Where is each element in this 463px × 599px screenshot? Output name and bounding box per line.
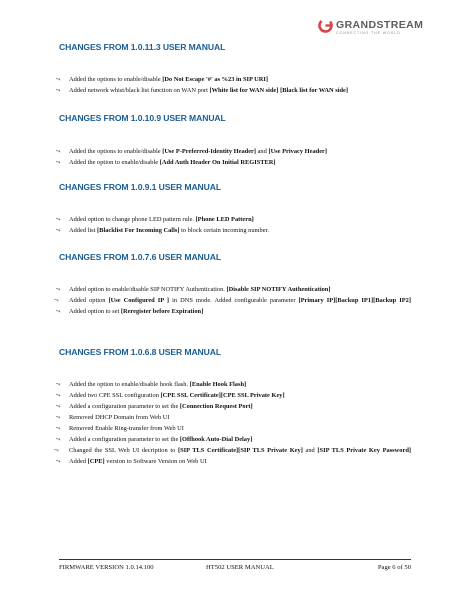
bullet-arrow-icon: ⤳ [55,159,61,166]
item-text: Added two CPE SSL configuration [69,392,161,399]
item-text: version to Software Version on Web UI [104,458,207,465]
list-item [55,379,411,390]
page-number: Page 6 of 50 [377,564,411,571]
manual-title: HT502 USER MANUAL [206,564,274,571]
setting-name: [Primary IP][Backup IP1][Backup IP2] [298,297,411,304]
changelog-section [55,112,411,181]
section-heading: CHANGES FROM 1.0.11.3 USER MANUAL [59,42,226,52]
setting-name: [Black list for WAN side] [280,87,349,94]
list-item [55,284,411,295]
list-item [55,214,411,225]
setting-name: [Use P-Preferred-Identity Header] [162,148,256,155]
bullet-arrow-icon: ⤳ [55,414,61,421]
changelog-section [55,181,411,251]
list-item [55,225,411,236]
setting-name: [SIP TLS Private Key Password] [317,447,411,454]
change-list [55,146,411,168]
item-text: Added a configuration parameter to set the [69,436,180,443]
item-text: Added option [69,297,109,304]
item-text: and [302,447,318,454]
setting-name: [Add Auth Header On Initial REGISTER] [159,159,276,166]
list-item [54,295,411,306]
item-text: Added a configuration parameter to set the [69,403,180,410]
grandstream-logo-mark-icon [318,18,333,33]
section-heading: CHANGES FROM 1.0.6.8 USER MANUAL [59,347,222,357]
list-item [55,390,411,401]
item-text: Added the option to enable/disable [69,159,160,166]
bullet-arrow-icon: ⤳ [54,447,59,454]
change-list [55,74,411,96]
list-item [55,401,411,412]
item-text: Removed DHCP Domain from Web UI [69,414,170,421]
item-text: Added [69,458,88,465]
item-text: Added option to change phone LED pattern rule. [69,216,196,223]
firmware-version: FIRMWARE VERSION 1.0.14.100 [59,564,154,571]
list-item [55,456,411,467]
setting-name: [Enable Hook Flash] [189,381,247,388]
bullet-arrow-icon: ⤳ [55,425,61,432]
page-footer [59,559,411,571]
list-item [55,306,411,317]
bullet-arrow-icon: ⤳ [55,148,61,155]
setting-name: [CPE] [87,458,105,465]
setting-name: [SIP TLS Certificate][SIP TLS Private Key] [177,447,303,454]
change-list [54,284,411,317]
section-heading: CHANGES FROM 1.0.9.1 USER MANUAL [59,182,222,192]
item-text: Added option to enable/disable SIP NOTIFY Authentication. [69,286,227,293]
list-item [55,85,411,96]
bullet-arrow-icon: ⤳ [55,227,61,234]
item-text: Added option to set [69,308,121,315]
list-item [55,423,411,434]
setting-name: [CPE SSL Certificate][CPE SSL Private Key] [160,392,285,399]
item-text: Added the option to enable/disable hook flash. [69,381,190,388]
brand-tagline: CONNECTING THE WORLD [336,31,401,35]
bullet-arrow-icon: ⤳ [55,308,61,315]
bullet-arrow-icon: ⤳ [55,436,61,443]
change-list [54,379,411,467]
setting-name: [Disable SIP NOTIFY Authentication] [226,286,331,293]
changelog-section [54,251,411,346]
setting-name: [Use Privacy Header] [268,148,327,155]
bullet-arrow-icon: ⤳ [55,458,61,465]
setting-name: [Offhook Auto-Dial Delay] [179,436,253,443]
list-item [55,146,411,157]
item-text: Added the options to enable/disable [69,148,163,155]
brand-name: GRANDSTREAM [336,19,424,31]
item-text: in DNS mode. Added configurable parameter [169,297,299,304]
setting-name: [Blacklist For Incoming Calls] [97,227,180,234]
bullet-arrow-icon: ⤳ [55,87,61,94]
item-text: to block certain incoming number. [179,227,269,234]
bullet-arrow-icon: ⤳ [55,76,61,83]
setting-name: [Connection Request Port] [179,403,253,410]
bullet-arrow-icon: ⤳ [55,381,61,388]
item-text: Changed the SSL Web UI decription to [69,447,178,454]
setting-name: [Reregister before Expiration] [120,308,204,315]
setting-name: [White list for WAN side] [209,87,279,94]
changelog-section [55,41,411,112]
changelog-section [54,346,411,467]
changelog-sections [54,41,411,467]
list-item [55,74,411,85]
item-text: Added the options to enable/disable [69,76,163,83]
item-text: Added network whist/black list function on WAN port [69,87,210,94]
item-text: Removed Enable Ring-transfer from Web UI [69,425,184,432]
change-list [55,214,411,236]
setting-name: [Do Not Escape '#' as %23 in SIP URI] [162,76,268,83]
list-item [55,434,411,445]
item-text: Added list [69,227,98,234]
bullet-arrow-icon: ⤳ [55,392,61,399]
grandstream-logo [318,18,443,40]
bullet-arrow-icon: ⤳ [55,403,61,410]
setting-name: [Phone LED Pattern] [195,216,254,223]
bullet-arrow-icon: ⤳ [54,297,59,304]
setting-name: [Use Configured IP ] [108,297,170,304]
section-heading: CHANGES FROM 1.0.7.6 USER MANUAL [59,252,222,262]
list-item [55,157,411,168]
item-text: and [256,148,269,155]
list-item [55,412,411,423]
bullet-arrow-icon: ⤳ [55,216,61,223]
section-heading: CHANGES FROM 1.0.10.9 USER MANUAL [59,113,226,123]
list-item [54,445,411,456]
bullet-arrow-icon: ⤳ [55,286,61,293]
